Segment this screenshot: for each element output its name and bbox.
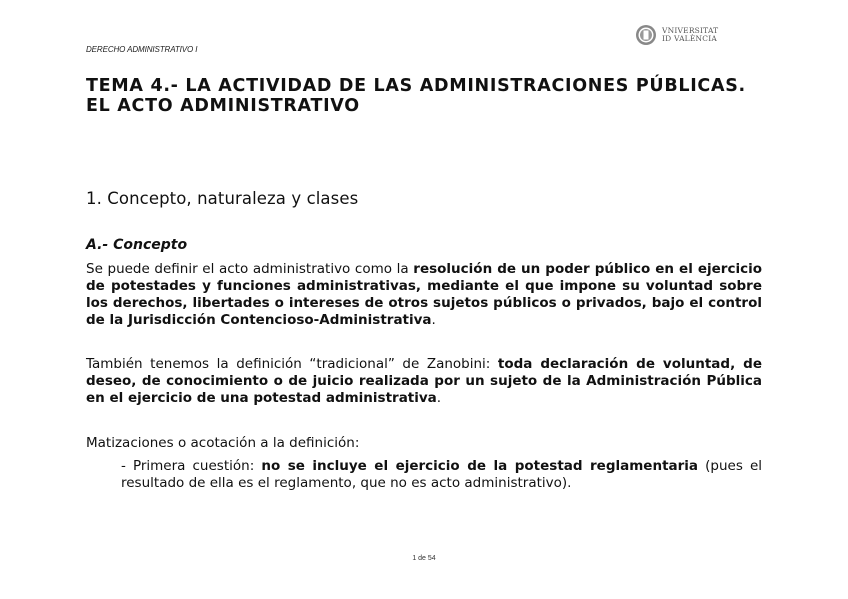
page-number: 1 de 54 [412,555,436,562]
university-seal-icon [635,24,657,46]
logo-line-2: ID VALÈNCIA [662,34,718,43]
course-header: DERECHO ADMINISTRATIVO I [86,45,198,54]
logo-line-1: VNIVERSITAT [662,26,719,35]
zanobini-definition-bold: toda declaración de voluntad, de deseo, de conocimiento o de juicio realizada por un sujeto de la Administración Pública en el ejercicio de una potestad administrativa [86,356,762,406]
definition-bold: resolución de un poder público en el ejercicio de potestades y funciones administrativas, mediante el que impone su voluntad sobre los derechos, libertades o intereses de otros sujetos públicos o privados, bajo el control de la Jurisdicción Contencioso-Administrativa [86,261,762,328]
title-line-1: TEMA 4.- LA ACTIVIDAD DE LAS ADMINISTRACIONES PÚBLICAS. [86,76,746,96]
paragraph-end: . [436,390,442,406]
paragraph-intro: También tenemos la definición “tradicional” de Zanobini: [86,356,498,372]
definition-paragraph [86,261,762,329]
zanobini-paragraph [86,356,762,407]
list-item-prefix: - Primera cuestión: [121,458,262,474]
university-logo [635,24,718,46]
list-item-bold: no se incluye el ejercicio de la potestad reglamentaria [261,458,699,474]
paragraph-intro: Se puede definir el acto administrativo como la [86,261,414,277]
title-line-2: EL ACTO ADMINISTRATIVO [86,96,360,116]
page-title [86,76,766,116]
matizaciones-paragraph: Matizaciones o acotación a la definición: [86,435,360,451]
list-item-rest: (pues el resultado de ella es el reglamento, que no es acto administrativo). [121,458,762,491]
matizaciones-list [121,458,762,492]
subsection-heading: A.- Concepto [86,237,188,253]
section-heading: 1. Concepto, naturaleza y clases [86,189,359,208]
list-item [121,458,762,492]
paragraph-end: . [431,312,436,328]
